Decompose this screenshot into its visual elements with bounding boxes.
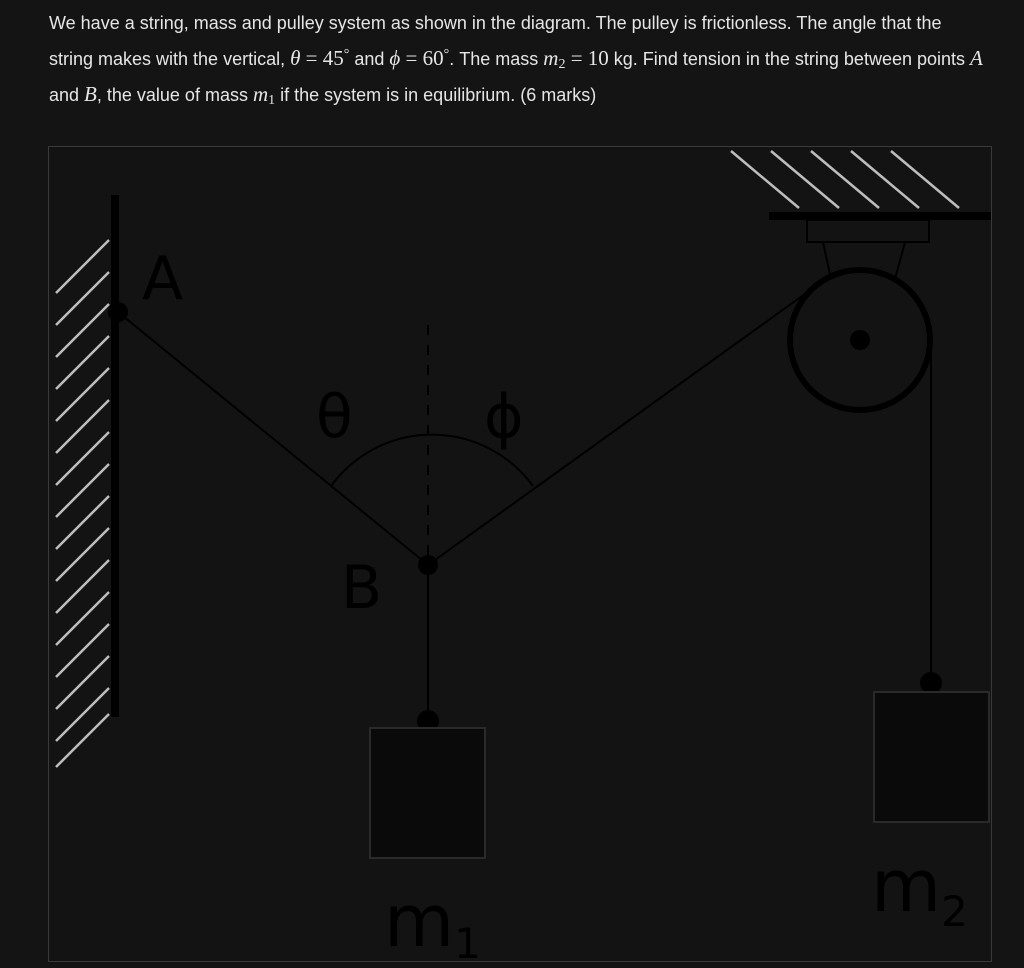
label-b: B <box>341 553 383 623</box>
m2-equals: = <box>565 46 588 70</box>
bracket-arm-left <box>823 242 831 279</box>
math-theta-equation <box>290 46 349 70</box>
label-m2 <box>871 844 968 936</box>
question-part1: We have a string, mass and pulley system as shown in the diagram. The pulley is frictionless. The angle that the string makes with the vertical, <box>49 13 942 69</box>
mass-m1 <box>370 728 485 858</box>
point-b-dot <box>418 555 438 575</box>
label-m1 <box>384 879 481 961</box>
point-a-dot <box>108 302 128 322</box>
diagram-svg <box>49 147 991 961</box>
math-m1 <box>253 82 275 106</box>
m2-hook <box>920 672 942 694</box>
question-and-2: and <box>49 85 85 105</box>
theta-value: = 45 <box>300 46 344 70</box>
question-text <box>49 6 989 113</box>
question-and-1: and <box>349 49 390 69</box>
m1-variable: m <box>252 82 269 106</box>
label-a: A <box>142 244 184 314</box>
label-theta: θ <box>316 382 353 452</box>
label-phi: ϕ <box>484 382 524 452</box>
question-part3: kg. Find tension in the string between points <box>608 49 971 69</box>
label-m2-sub: 2 <box>941 887 968 936</box>
m1-subscript: 1 <box>268 93 276 108</box>
mass-m2 <box>874 692 989 822</box>
pulley-bracket <box>807 220 929 242</box>
theta-symbol: θ <box>290 46 301 70</box>
m2-value: 10 <box>587 46 609 70</box>
ceiling-hatching <box>731 151 959 208</box>
m2-subscript: 2 <box>558 57 566 72</box>
pulley-axle <box>850 330 870 350</box>
label-m2-main: m <box>871 844 942 928</box>
label-m1-main: m <box>384 879 455 961</box>
question-part4: , the value of mass <box>96 85 253 105</box>
phi-value: = 60 <box>400 46 444 70</box>
math-phi-equation <box>389 46 449 70</box>
phi-symbol: ϕ <box>389 46 401 70</box>
string-a-b <box>118 312 428 565</box>
math-m2-equation <box>543 46 609 70</box>
question-part2: . The mass <box>449 49 544 69</box>
bracket-arm-right <box>895 242 905 279</box>
wall-hatching <box>56 240 109 767</box>
degree-sign-1: ° <box>343 47 350 62</box>
question-part5: if the system is in equilibrium. (6 marks) <box>275 85 597 105</box>
pulley-diagram <box>48 146 992 962</box>
degree-sign-2: ° <box>443 47 450 62</box>
point-b-label: B <box>84 82 97 106</box>
m2-variable: m <box>543 46 559 70</box>
point-a-label: A <box>970 46 983 70</box>
label-m1-sub: 1 <box>454 919 481 961</box>
